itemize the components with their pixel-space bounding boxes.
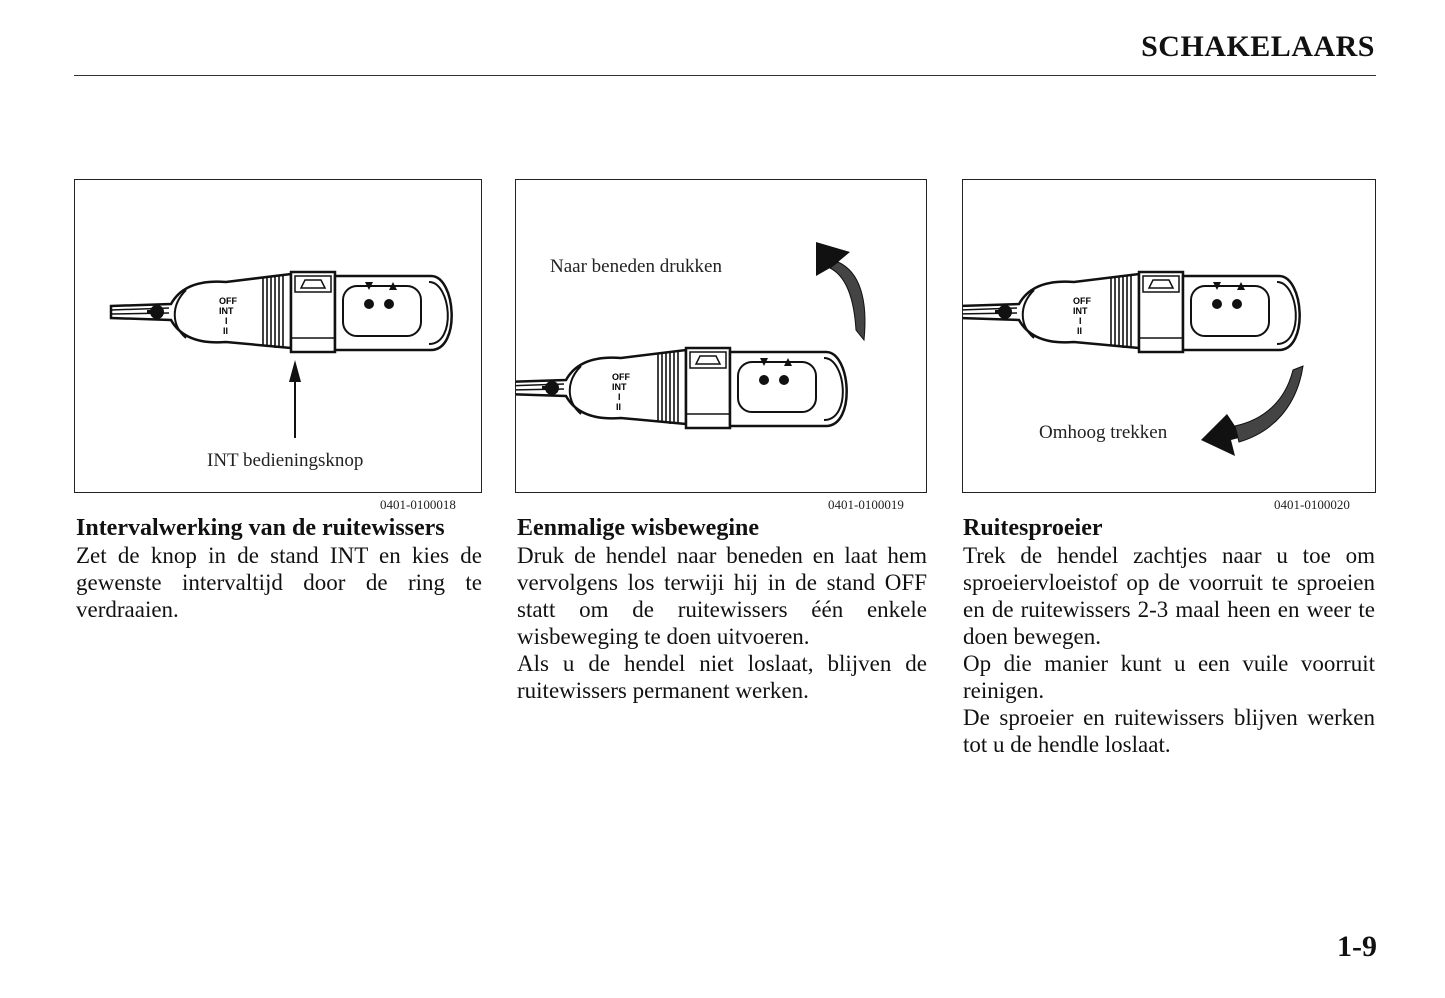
section-title-washer: Ruitesproeier: [963, 515, 1103, 541]
pointer-arrow-icon: [289, 360, 301, 382]
wiper-stalk-pull-up-icon: [963, 180, 1375, 492]
figure-int-knob: [74, 179, 482, 493]
figure-pull-up: [962, 179, 1376, 493]
curved-arrow-down-icon: [816, 242, 865, 340]
figure-code-3: 0401-0100020: [1274, 497, 1350, 512]
stalk-mark-off: OFF: [219, 296, 237, 306]
section-paragraph: Zet de knop in de stand INT en kies de gewenste intervaltijd door de ring te verdraaien.: [76, 543, 482, 622]
stalk-mark-off-3: OFF: [1073, 296, 1091, 306]
page-header-title: SCHAKELAARS: [1141, 30, 1375, 63]
figure-label-pull-up: Omhoog trekken: [1039, 422, 1168, 443]
section-paragraph: Druk de hendel naar beneden en laat hem vervolgens los terwiji hij in de stand OFF statt om de ruitewissers één enkele wisbeweging te doen uitvoeren.: [517, 543, 927, 649]
stalk-mark-int-2: INT: [612, 382, 627, 392]
figure-push-down: [515, 179, 927, 493]
section-paragraph: Trek de hendel zachtjes naar u toe om sproeiervloeistof op de voorruit te sproeien en de ruitewissers 2-3 maal heen en weer te doen bewegen.: [963, 543, 1375, 649]
wiper-stalk-push-down-icon: [516, 180, 926, 492]
header-rule: [74, 75, 1376, 76]
section-interval: [76, 514, 482, 623]
figure-code-1: 0401-0100018: [380, 497, 456, 512]
section-single-wipe: [517, 514, 927, 704]
section-washer: [963, 514, 1375, 758]
stalk-mark-int-3: INT: [1073, 306, 1088, 316]
section-paragraph: Als u de hendel niet loslaat, blijven de ruitewissers permanent werken.: [517, 651, 927, 703]
figure-label-int: INT bedieningsknop: [207, 450, 364, 471]
section-title-single-wipe: Eenmalige wisbewegine: [517, 515, 759, 541]
figure-label-push-down: Naar beneden drukken: [550, 256, 722, 277]
curved-arrow-pull-icon: [1201, 366, 1303, 456]
stalk-mark-1-3: I: [1079, 316, 1082, 326]
section-paragraph: De sproeier en ruitewissers blijven werken tot u de hendle loslaat.: [963, 705, 1375, 757]
stalk-mark-1-2: I: [618, 392, 621, 402]
stalk-mark-2-3: II: [1077, 326, 1083, 336]
page-number: 1-9: [1337, 930, 1377, 963]
stalk-mark-off-2: OFF: [612, 372, 630, 382]
stalk-mark-int: INT: [219, 306, 234, 316]
section-paragraph: Op die manier kunt u een vuile voorruit reinigen.: [963, 651, 1375, 703]
stalk-mark-1: I: [225, 316, 228, 326]
stalk-mark-2-2: II: [616, 402, 622, 412]
figure-code-2: 0401-0100019: [828, 497, 904, 512]
stalk-mark-2: II: [223, 326, 229, 336]
wiper-stalk-int-knob-icon: [75, 180, 481, 492]
section-title-interval: Intervalwerking van de ruitewissers: [76, 515, 445, 541]
